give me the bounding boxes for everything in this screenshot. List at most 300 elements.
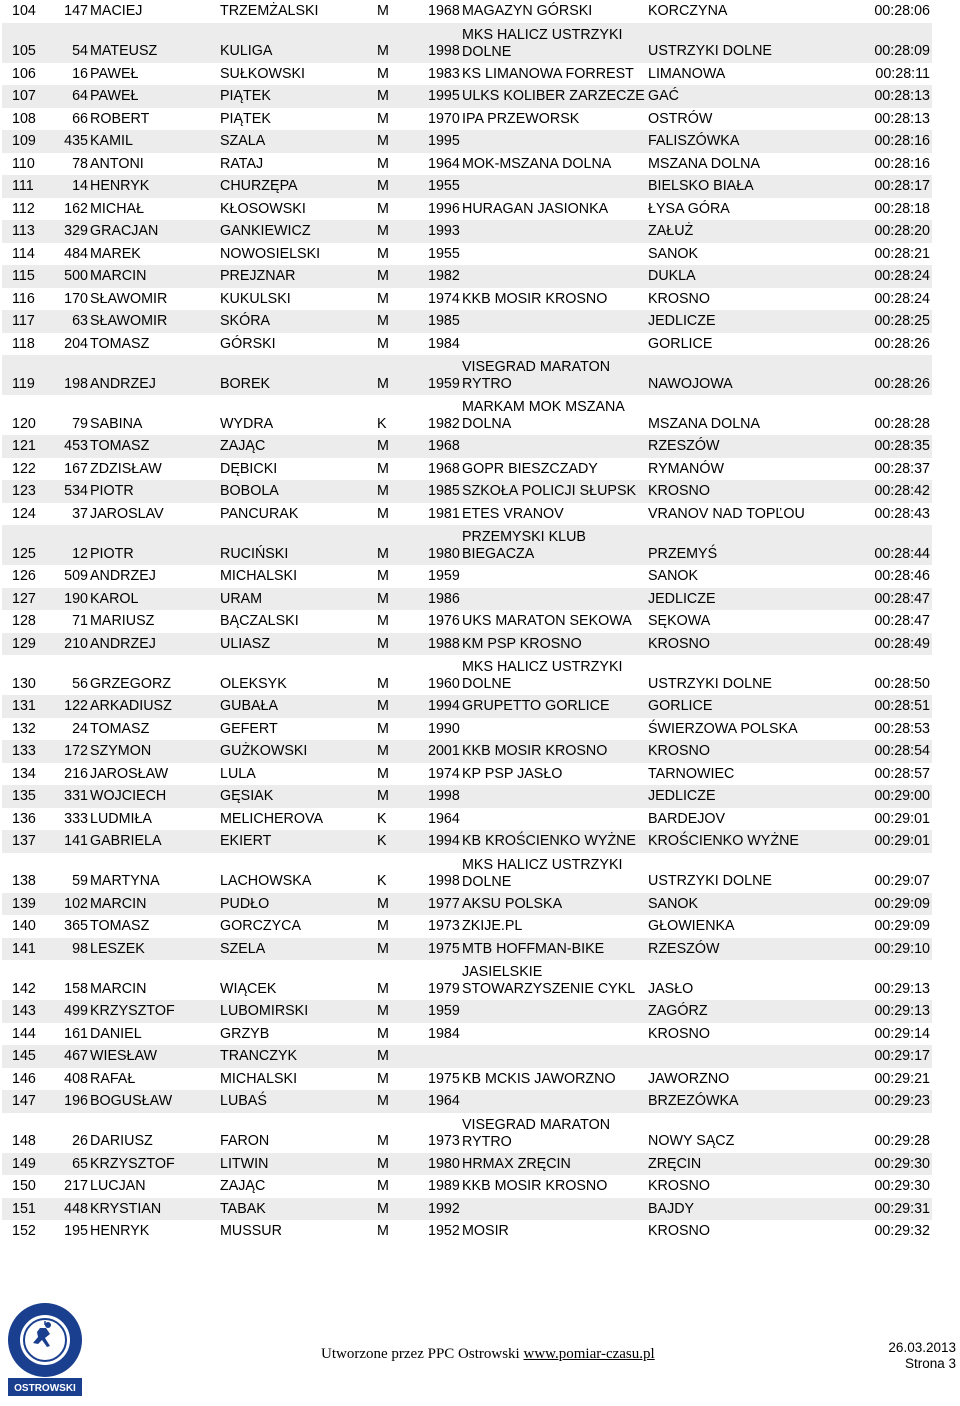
- last-name-cell: SZELA: [220, 940, 266, 957]
- place-cell: 104: [12, 3, 36, 19]
- birth-year-cell: 1988: [428, 635, 460, 652]
- table-row: [2, 480, 932, 503]
- credit-link[interactable]: www.pomiar-czasu.pl: [523, 1346, 655, 1362]
- time-cell: 00:28:46: [874, 568, 930, 584]
- club-cell: [462, 529, 586, 563]
- club-cell: IPA PRZEWORSK: [462, 110, 580, 127]
- club-line: VISEGRAD MARATON: [462, 1116, 611, 1133]
- table-row: [2, 288, 932, 311]
- place-cell: 147: [12, 1093, 36, 1109]
- sex-cell: M: [377, 3, 389, 19]
- first-name-cell: MARCIN: [90, 268, 147, 284]
- first-name-cell: MARCIN: [90, 980, 147, 997]
- time-cell: 00:29:01: [874, 810, 930, 827]
- club-cell: [462, 399, 625, 433]
- table-row: [2, 740, 932, 763]
- city-cell: GŁOWIENKA: [648, 918, 735, 934]
- first-name-cell: ARKADIUSZ: [90, 698, 172, 714]
- time-cell: 00:28:11: [875, 65, 930, 82]
- sex-cell: M: [377, 88, 389, 104]
- bib-cell: 162: [64, 200, 88, 217]
- club-line: DOLNA: [462, 416, 512, 432]
- sex-cell: M: [377, 1133, 389, 1149]
- club-cell: KKB MOSIR KROSNO: [462, 290, 608, 307]
- time-cell: 00:28:28: [874, 415, 930, 432]
- club-cell: KKB MOSIR KROSNO: [462, 743, 608, 759]
- club-line: DOLNE: [462, 873, 512, 890]
- time-cell: 00:28:13: [874, 110, 930, 127]
- time-cell: 00:29:07: [874, 873, 930, 889]
- time-cell: 00:28:06: [874, 3, 930, 19]
- bib-cell: 195: [64, 1223, 88, 1239]
- club-line: MARKAM MOK MSZANA: [462, 399, 625, 415]
- bib-cell: 509: [64, 568, 88, 584]
- first-name-cell: WIESŁAW: [90, 1048, 157, 1064]
- bib-cell: 467: [64, 1048, 88, 1064]
- first-name-cell: KRZYSZTOF: [90, 1003, 175, 1019]
- city-cell: RZESZÓW: [648, 438, 720, 454]
- place-cell: 131: [12, 698, 36, 714]
- last-name-cell: LUBOMIRSKI: [220, 1003, 309, 1019]
- time-cell: 00:29:28: [874, 1133, 930, 1149]
- place-cell: 140: [12, 918, 36, 934]
- city-cell: KROŚCIENKO WYŻNE: [648, 833, 799, 849]
- table-row: [2, 435, 932, 458]
- city-cell: BRZEZÓWKA: [648, 1093, 739, 1109]
- place-cell: 117: [12, 313, 35, 329]
- city-cell: KROSNO: [648, 290, 710, 307]
- last-name-cell: GUŻKOWSKI: [220, 743, 308, 759]
- last-name-cell: DĘBICKI: [220, 460, 278, 477]
- time-cell: 00:29:32: [874, 1223, 930, 1239]
- club-line: BIEGACZA: [462, 546, 535, 562]
- last-name-cell: FARON: [220, 1133, 270, 1149]
- club-cell: KM PSP KROSNO: [462, 635, 582, 652]
- credit-text: Utworzone przez PPC Ostrowski: [321, 1346, 520, 1362]
- city-cell: FALISZÓWKA: [648, 133, 740, 149]
- table-row: [2, 1023, 932, 1046]
- table-row: [2, 525, 932, 565]
- sex-cell: M: [377, 1200, 389, 1217]
- place-cell: 149: [12, 1155, 36, 1172]
- bib-cell: 12: [72, 545, 88, 562]
- first-name-cell: SŁAWOMIR: [90, 290, 168, 307]
- place-cell: 138: [12, 873, 36, 889]
- birth-year-cell: 1964: [428, 1093, 460, 1109]
- birth-year-cell: 1986: [428, 590, 460, 607]
- time-cell: 00:28:13: [874, 88, 930, 104]
- sex-cell: M: [377, 788, 389, 804]
- bib-cell: 26: [72, 1133, 88, 1149]
- first-name-cell: ANTONI: [90, 155, 144, 172]
- sex-cell: M: [377, 43, 389, 59]
- bib-cell: 170: [64, 290, 88, 307]
- last-name-cell: ZAJĄC: [220, 438, 266, 454]
- time-cell: 00:29:09: [874, 918, 930, 934]
- time-cell: 00:28:42: [874, 483, 930, 499]
- last-name-cell: KULIGA: [220, 43, 273, 59]
- birth-year-cell: 1974: [428, 765, 460, 782]
- last-name-cell: GÓRSKI: [220, 335, 276, 352]
- first-name-cell: SŁAWOMIR: [90, 313, 168, 329]
- place-cell: 136: [12, 810, 36, 827]
- club-cell: [462, 964, 635, 998]
- city-cell: ZRĘCIN: [648, 1155, 702, 1172]
- last-name-cell: NOWOSIELSKI: [220, 245, 321, 262]
- table-row: [2, 1175, 932, 1198]
- first-name-cell: DARIUSZ: [90, 1133, 153, 1149]
- table-row: [2, 108, 932, 131]
- place-cell: 120: [12, 415, 36, 432]
- first-name-cell: ZDZISŁAW: [90, 460, 162, 477]
- place-cell: 106: [12, 65, 36, 82]
- first-name-cell: PAWEŁ: [90, 65, 139, 82]
- city-cell: DUKLA: [648, 268, 696, 284]
- birth-year-cell: 1983: [428, 65, 460, 82]
- club-cell: [462, 659, 622, 693]
- first-name-cell: MACIEJ: [90, 3, 143, 19]
- city-cell: KROSNO: [648, 483, 710, 499]
- birth-year-cell: 1996: [428, 200, 460, 217]
- last-name-cell: BOBOLA: [220, 483, 279, 499]
- birth-year-cell: 1955: [428, 178, 460, 194]
- city-cell: KROSNO: [648, 635, 710, 652]
- time-cell: 00:28:44: [874, 545, 930, 562]
- first-name-cell: HENRYK: [90, 1223, 150, 1239]
- club-cell: HURAGAN JASIONKA: [462, 200, 609, 217]
- last-name-cell: BĄCZALSKI: [220, 613, 299, 629]
- bib-cell: 16: [72, 65, 88, 82]
- birth-year-cell: 1990: [428, 720, 460, 737]
- place-cell: 112: [12, 200, 35, 217]
- last-name-cell: RATAJ: [220, 155, 264, 172]
- table-row: [2, 1220, 932, 1243]
- club-cell: ZKIJE.PL: [462, 918, 523, 934]
- time-cell: 00:28:17: [874, 178, 930, 194]
- last-name-cell: LULA: [220, 765, 256, 782]
- table-row: [2, 763, 932, 786]
- bib-cell: 499: [64, 1003, 88, 1019]
- time-cell: 00:29:30: [874, 1155, 930, 1172]
- sex-cell: M: [377, 438, 389, 454]
- first-name-cell: KAMIL: [90, 133, 133, 149]
- city-cell: BAJDY: [648, 1200, 695, 1217]
- last-name-cell: LUBAŚ: [220, 1093, 267, 1109]
- city-cell: SANOK: [648, 895, 699, 912]
- city-cell: RYMANÓW: [648, 460, 724, 477]
- club-line: MKS HALICZ USTRZYKI: [462, 856, 623, 873]
- city-cell: SANOK: [648, 245, 699, 262]
- place-cell: 137: [12, 833, 36, 849]
- club-line: DOLNE: [462, 43, 512, 60]
- sex-cell: M: [377, 980, 389, 997]
- sex-cell: K: [377, 873, 387, 889]
- club-line: MKS HALICZ USTRZYKI: [462, 26, 623, 43]
- city-cell: GAĆ: [648, 88, 679, 104]
- club-cell: SZKOŁA POLICJI SŁUPSK: [462, 483, 637, 499]
- club-line: MKS HALICZ USTRZYKI: [462, 659, 623, 675]
- club-cell: UKS MARATON SEKOWA: [462, 613, 632, 629]
- city-cell: ZAGÓRZ: [648, 1003, 708, 1019]
- bib-cell: 408: [64, 1070, 88, 1087]
- birth-year-cell: 1975: [428, 1070, 460, 1087]
- birth-year-cell: 1982: [428, 268, 460, 284]
- city-cell: MSZANA DOLNA: [648, 155, 761, 172]
- table-row: [2, 243, 932, 266]
- first-name-cell: TOMASZ: [90, 438, 150, 454]
- bib-cell: 190: [64, 590, 88, 607]
- first-name-cell: MARIUSZ: [90, 613, 155, 629]
- city-cell: BARDEJOV: [648, 810, 726, 827]
- last-name-cell: URAM: [220, 590, 263, 607]
- table-row: [2, 130, 932, 153]
- first-name-cell: JAROSŁAW: [90, 765, 169, 782]
- club-cell: [462, 1117, 610, 1151]
- club-line: RYTRO: [462, 376, 512, 392]
- last-name-cell: WYDRA: [220, 415, 274, 432]
- time-cell: 00:29:30: [874, 1178, 930, 1194]
- bib-cell: 158: [64, 980, 88, 997]
- page-number: Strona 3: [904, 1356, 956, 1371]
- place-cell: 141: [12, 940, 36, 957]
- sex-cell: K: [377, 810, 387, 827]
- time-cell: 00:28:26: [874, 375, 930, 392]
- club-cell: MTB HOFFMAN-BIKE: [462, 940, 605, 957]
- time-cell: 00:29:01: [874, 833, 930, 849]
- bib-cell: 78: [72, 155, 88, 172]
- club-cell: [462, 857, 622, 891]
- results-table: [2, 0, 932, 1243]
- city-cell: VRANOV NAD TOPĽOU: [648, 505, 805, 522]
- birth-year-cell: 1977: [428, 895, 460, 912]
- bib-cell: 63: [72, 313, 88, 329]
- table-row: [2, 0, 932, 23]
- bib-cell: 196: [64, 1093, 88, 1109]
- sex-cell: M: [377, 1093, 389, 1109]
- time-cell: 00:28:16: [874, 155, 930, 172]
- bib-cell: 435: [64, 133, 88, 149]
- last-name-cell: GORCZYCA: [220, 918, 302, 934]
- place-cell: 151: [12, 1200, 36, 1217]
- sex-cell: M: [377, 1070, 389, 1087]
- table-row: [2, 198, 932, 221]
- place-cell: 114: [12, 245, 35, 262]
- bib-cell: 167: [64, 460, 88, 477]
- bib-cell: 204: [64, 335, 88, 352]
- sex-cell: M: [377, 375, 389, 392]
- place-cell: 125: [12, 545, 36, 562]
- last-name-cell: TRZEMŻALSKI: [220, 3, 319, 19]
- table-row: [2, 588, 932, 611]
- city-cell: KROSNO: [648, 1223, 710, 1239]
- first-name-cell: MAREK: [90, 245, 141, 262]
- birth-year-cell: 1973: [428, 1133, 460, 1149]
- table-row: [2, 893, 932, 916]
- last-name-cell: SZALA: [220, 133, 266, 149]
- time-cell: 00:28:16: [874, 133, 930, 149]
- table-row: [2, 915, 932, 938]
- first-name-cell: PAWEŁ: [90, 88, 139, 104]
- first-name-cell: SZYMON: [90, 743, 152, 759]
- place-cell: 108: [12, 110, 36, 127]
- birth-year-cell: 1985: [428, 313, 460, 329]
- birth-year-cell: 1989: [428, 1178, 460, 1194]
- club-cell: MAGAZYN GÓRSKI: [462, 3, 593, 19]
- last-name-cell: SUŁKOWSKI: [220, 65, 306, 82]
- table-row: [2, 395, 932, 435]
- sex-cell: M: [377, 940, 389, 957]
- page-footer: [0, 1300, 960, 1406]
- sex-cell: M: [377, 1003, 389, 1019]
- place-cell: 134: [12, 765, 36, 782]
- birth-year-cell: 1959: [428, 1003, 460, 1019]
- birth-year-cell: 1980: [428, 545, 460, 562]
- club-cell: MOSIR: [462, 1223, 509, 1239]
- last-name-cell: LACHOWSKA: [220, 873, 312, 889]
- last-name-cell: GEFERT: [220, 720, 278, 737]
- first-name-cell: KAROL: [90, 590, 139, 607]
- last-name-cell: GANKIEWICZ: [220, 223, 311, 239]
- birth-year-cell: 1985: [428, 483, 460, 499]
- time-cell: 00:29:13: [874, 1003, 930, 1019]
- print-date: 26.03.2013: [888, 1340, 956, 1355]
- bib-cell: 59: [72, 873, 88, 889]
- sex-cell: M: [377, 178, 389, 194]
- last-name-cell: CHURZĘPA: [220, 178, 298, 194]
- birth-year-cell: 1993: [428, 223, 460, 239]
- bib-cell: 217: [64, 1178, 88, 1194]
- place-cell: 115: [12, 268, 35, 284]
- first-name-cell: WOJCIECH: [90, 788, 167, 804]
- city-cell: KROSNO: [648, 1178, 710, 1194]
- place-cell: 127: [12, 590, 36, 607]
- bib-cell: 37: [72, 505, 88, 522]
- time-cell: 00:29:13: [874, 980, 930, 997]
- city-cell: JAWORZNO: [648, 1070, 730, 1087]
- club-line: VISEGRAD MARATON: [462, 359, 611, 375]
- time-cell: 00:28:24: [874, 268, 930, 284]
- sex-cell: M: [377, 1178, 389, 1194]
- first-name-cell: GRZEGORZ: [90, 675, 172, 692]
- birth-year-cell: 1992: [428, 1200, 460, 1217]
- city-cell: NOWY SĄCZ: [648, 1133, 735, 1149]
- birth-year-cell: 1994: [428, 833, 460, 849]
- sex-cell: M: [377, 635, 389, 652]
- first-name-cell: SABINA: [90, 415, 143, 432]
- city-cell: GORLICE: [648, 335, 713, 352]
- bib-cell: 141: [64, 833, 88, 849]
- sex-cell: M: [377, 545, 389, 562]
- first-name-cell: KRYSTIAN: [90, 1200, 162, 1217]
- birth-year-cell: 1973: [428, 918, 460, 934]
- club-cell: [462, 27, 622, 61]
- city-cell: SANOK: [648, 568, 699, 584]
- place-cell: 148: [12, 1133, 36, 1149]
- sex-cell: M: [377, 568, 389, 584]
- birth-year-cell: 1959: [428, 375, 460, 392]
- bib-cell: 534: [64, 483, 88, 499]
- bib-cell: 56: [72, 675, 88, 692]
- place-cell: 105: [12, 43, 36, 59]
- city-cell: USTRZYKI DOLNE: [648, 43, 772, 59]
- sex-cell: M: [377, 1025, 389, 1042]
- time-cell: 00:29:00: [874, 788, 930, 804]
- time-cell: 00:28:43: [874, 505, 930, 522]
- bib-cell: 216: [64, 765, 88, 782]
- club-cell: MOK-MSZANA DOLNA: [462, 155, 612, 172]
- last-name-cell: KUKULSKI: [220, 290, 291, 307]
- birth-year-cell: 1959: [428, 568, 460, 584]
- bib-cell: 14: [72, 178, 88, 194]
- city-cell: PRZEMYŚ: [648, 545, 718, 562]
- last-name-cell: PANCURAK: [220, 505, 299, 522]
- last-name-cell: SKÓRA: [220, 313, 271, 329]
- first-name-cell: ANDRZEJ: [90, 635, 156, 652]
- table-row: [2, 85, 932, 108]
- city-cell: NAWOJOWA: [648, 375, 733, 392]
- sex-cell: M: [377, 65, 389, 82]
- club-line: DOLNE: [462, 676, 512, 692]
- city-cell: GORLICE: [648, 698, 713, 714]
- birth-year-cell: 1995: [428, 133, 460, 149]
- sex-cell: M: [377, 460, 389, 477]
- first-name-cell: DANIEL: [90, 1025, 142, 1042]
- bib-cell: 500: [64, 268, 88, 284]
- first-name-cell: MATEUSZ: [90, 43, 158, 59]
- sex-cell: K: [377, 833, 387, 849]
- club-line: RYTRO: [462, 1133, 512, 1150]
- place-cell: 152: [12, 1223, 36, 1239]
- birth-year-cell: 1970: [428, 110, 460, 127]
- sex-cell: M: [377, 133, 389, 149]
- table-row: [2, 808, 932, 831]
- place-cell: 146: [12, 1070, 36, 1087]
- city-cell: RZESZÓW: [648, 940, 720, 957]
- birth-year-cell: 1955: [428, 245, 460, 262]
- table-row: [2, 1090, 932, 1113]
- place-cell: 118: [12, 335, 35, 352]
- place-cell: 144: [12, 1025, 36, 1042]
- city-cell: JEDLICZE: [648, 590, 716, 607]
- sex-cell: M: [377, 590, 389, 607]
- table-row: [2, 633, 932, 656]
- club-cell: HRMAX ZRĘCIN: [462, 1155, 571, 1172]
- city-cell: USTRZYKI DOLNE: [648, 675, 772, 692]
- place-cell: 142: [12, 980, 36, 997]
- sex-cell: K: [377, 415, 387, 432]
- table-row: [2, 830, 932, 853]
- time-cell: 00:28:57: [874, 765, 930, 782]
- birth-year-cell: 1995: [428, 88, 460, 104]
- time-cell: 00:29:10: [874, 940, 930, 957]
- bib-cell: 64: [72, 88, 88, 104]
- city-cell: MSZANA DOLNA: [648, 415, 761, 432]
- club-cell: KS LIMANOWA FORREST: [462, 65, 634, 82]
- birth-year-cell: 1964: [428, 155, 460, 172]
- birth-year-cell: 1994: [428, 698, 460, 714]
- sex-cell: M: [377, 223, 389, 239]
- table-row: [2, 1153, 932, 1176]
- sex-cell: M: [377, 1048, 389, 1064]
- club-line: JASIELSKIE: [462, 964, 543, 980]
- club-cell: KP PSP JASŁO: [462, 765, 563, 782]
- last-name-cell: PIĄTEK: [220, 88, 271, 104]
- first-name-cell: BOGUSŁAW: [90, 1093, 173, 1109]
- table-row: [2, 63, 932, 86]
- city-cell: ŁYSA GÓRA: [648, 200, 730, 217]
- time-cell: 00:28:53: [874, 720, 930, 737]
- sex-cell: M: [377, 290, 389, 307]
